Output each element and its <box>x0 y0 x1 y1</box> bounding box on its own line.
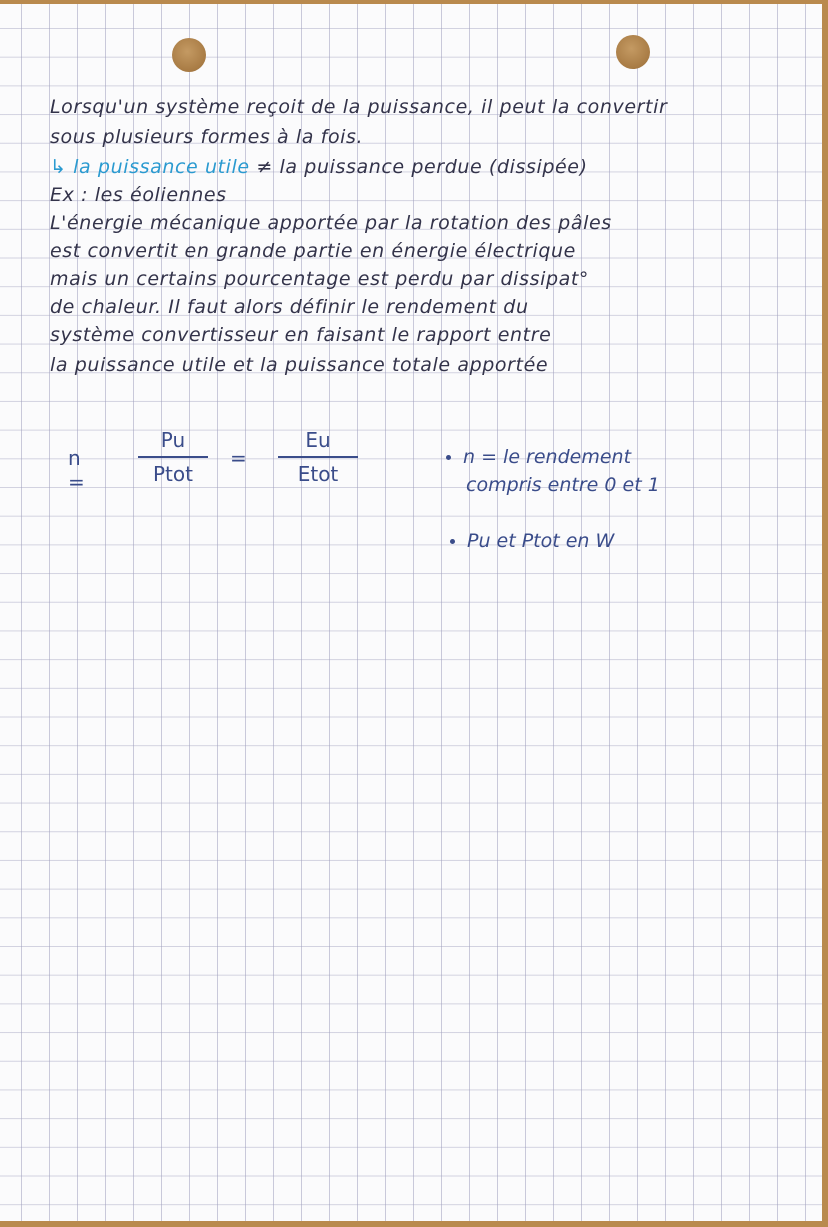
note-efficiency <box>446 446 631 468</box>
energy-numerator: Eu <box>305 428 331 452</box>
highlight-line <box>50 156 588 178</box>
note-efficiency-range: compris entre 0 et 1 <box>466 474 660 496</box>
energy-fraction <box>278 428 358 486</box>
example-line-1: L'énergie mécanique apportée par la rotation des pâles <box>50 212 612 234</box>
example-line-2: est convertit en grande partie en énergie électrique <box>50 240 576 262</box>
example-title: les éoliennes <box>94 184 227 206</box>
not-equal-symbol: ≠ <box>256 156 273 178</box>
example-line-5: système convertisseur en faisant le rapport entre <box>50 324 552 346</box>
grid-paper-page <box>0 4 822 1221</box>
arrow-icon: ↳ <box>50 156 67 178</box>
example-label: Ex : <box>50 184 89 206</box>
energy-denominator: Etot <box>297 461 339 486</box>
note-units <box>450 530 614 552</box>
example-line-3: mais un certains pourcentage est perdu par dissipat° <box>50 268 589 290</box>
formula-equals: = <box>230 446 247 470</box>
formula-lhs: n = <box>68 446 85 494</box>
example-heading <box>50 184 227 206</box>
power-numerator: Pu <box>160 428 186 452</box>
bullet-icon <box>450 539 455 544</box>
lost-power-label: la puissance perdue (dissipée) <box>279 156 588 178</box>
example-line-6: la puissance utile et la puissance totale apportée <box>50 354 549 376</box>
power-denominator: Ptot <box>153 461 193 486</box>
paragraph-line-1: Lorsqu'un système reçoit de la puissance, il peut la convertir <box>50 96 668 118</box>
useful-power-label: la puissance utile <box>73 156 250 178</box>
power-fraction <box>138 428 208 486</box>
note-units-text: Pu et Ptot en W <box>467 530 615 552</box>
punch-hole-left <box>172 38 206 72</box>
paragraph-line-2: sous plusieurs formes à la fois. <box>50 126 364 148</box>
bullet-icon <box>446 455 451 460</box>
example-line-4: de chaleur. Il faut alors définir le rendement du <box>50 296 529 318</box>
punch-hole-right <box>616 35 650 69</box>
note-efficiency-line-1: n = le rendement <box>463 446 632 468</box>
